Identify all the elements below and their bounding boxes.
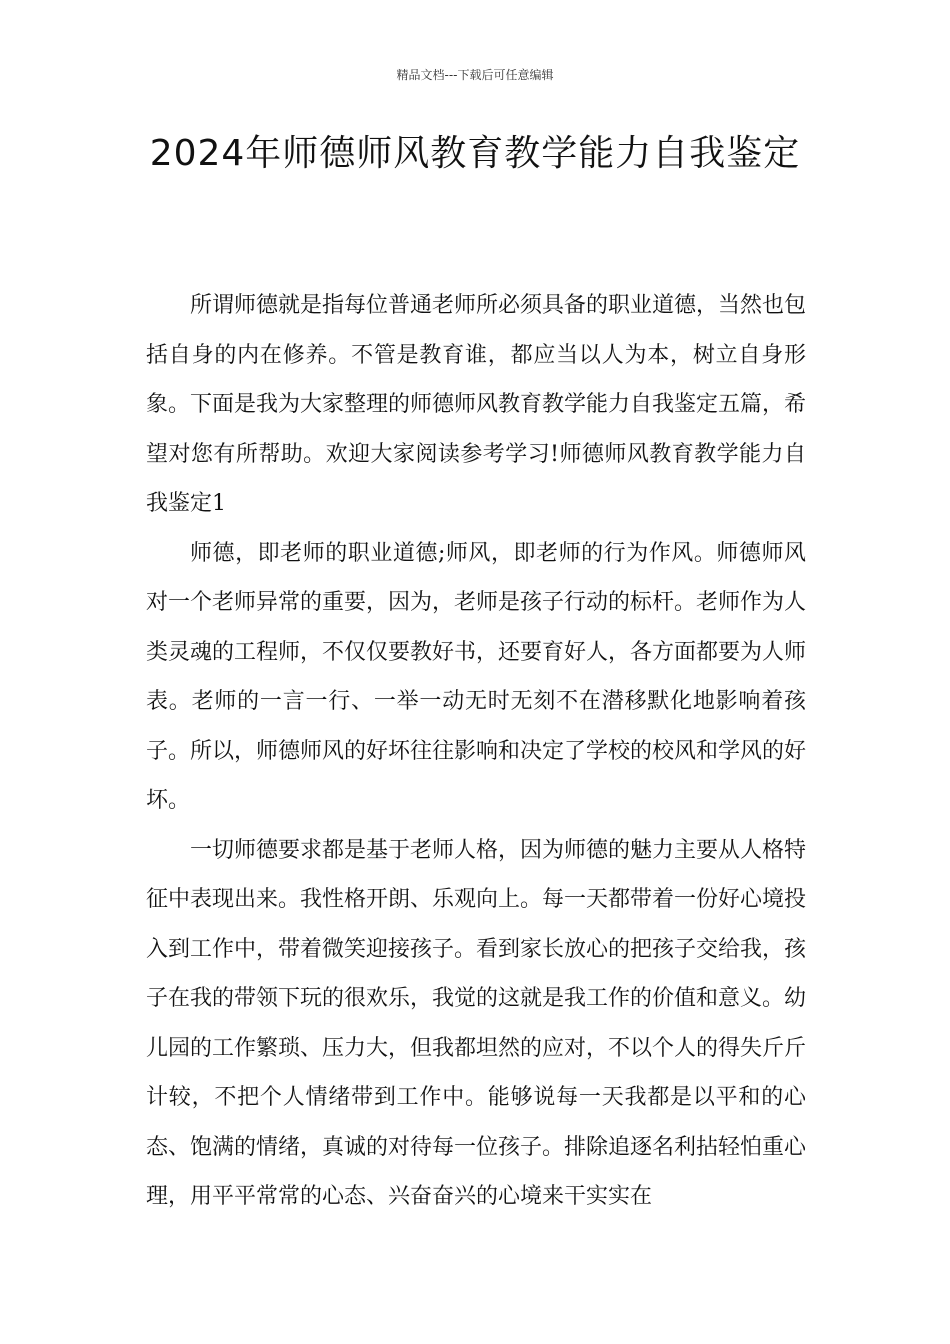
paragraph-intro: 所谓师德就是指每位普通老师所必须具备的职业道德，当然也包括自身的内在修养。不管是教育谁，都应当以人为本，树立自身形象。下面是我为大家整理的师德师风教育教学能力自我鉴定五篇，希望对您有所帮助。欢迎大家阅读参考学习!师德师风教育教学能力自我鉴定1 <box>146 293 807 516</box>
document-body <box>146 281 806 1222</box>
header-note: 精品文档---下载后可任意编辑 <box>396 68 554 82</box>
paragraph-definition: 师德，即老师的职业道德;师风，即老师的行为作风。师德师风对一个老师异常的重要，因为，老师是孩子行动的标杆。老师作为人类灵魂的工程师，不仅仅要教好书，还要育好人，各方面都要为人师表。老师的一言一行、一举一动无时无刻不在潜移默化地影响着孩子。所以，师德师风的好坏往往影响和决定了学校的校风和学风的好坏。 <box>146 540 807 813</box>
paragraph-personality: 一切师德要求都是基于老师人格，因为师德的魅力主要从人格特征中表现出来。我性格开朗、乐观向上。每一天都带着一份好心境投入到工作中，带着微笑迎接孩子。看到家长放心的把孩子交给我，孩子在我的带领下玩的很欢乐，我觉的这就是我工作的价值和意义。幼儿园的工作繁琐、压力大，但我都坦然的应对，不以个人的得失斤斤计较，不把个人情绪带到工作中。能够说每一天我都是以平和的心态、饱满的情绪，真诚的对待每一位孩子。排除追逐名利拈轻怕重心理，用平平常常的心态、兴奋奋兴的心境来干实实在 <box>146 837 807 1209</box>
document-title: 2024年师德师风教育教学能力自我鉴定 <box>149 133 801 174</box>
